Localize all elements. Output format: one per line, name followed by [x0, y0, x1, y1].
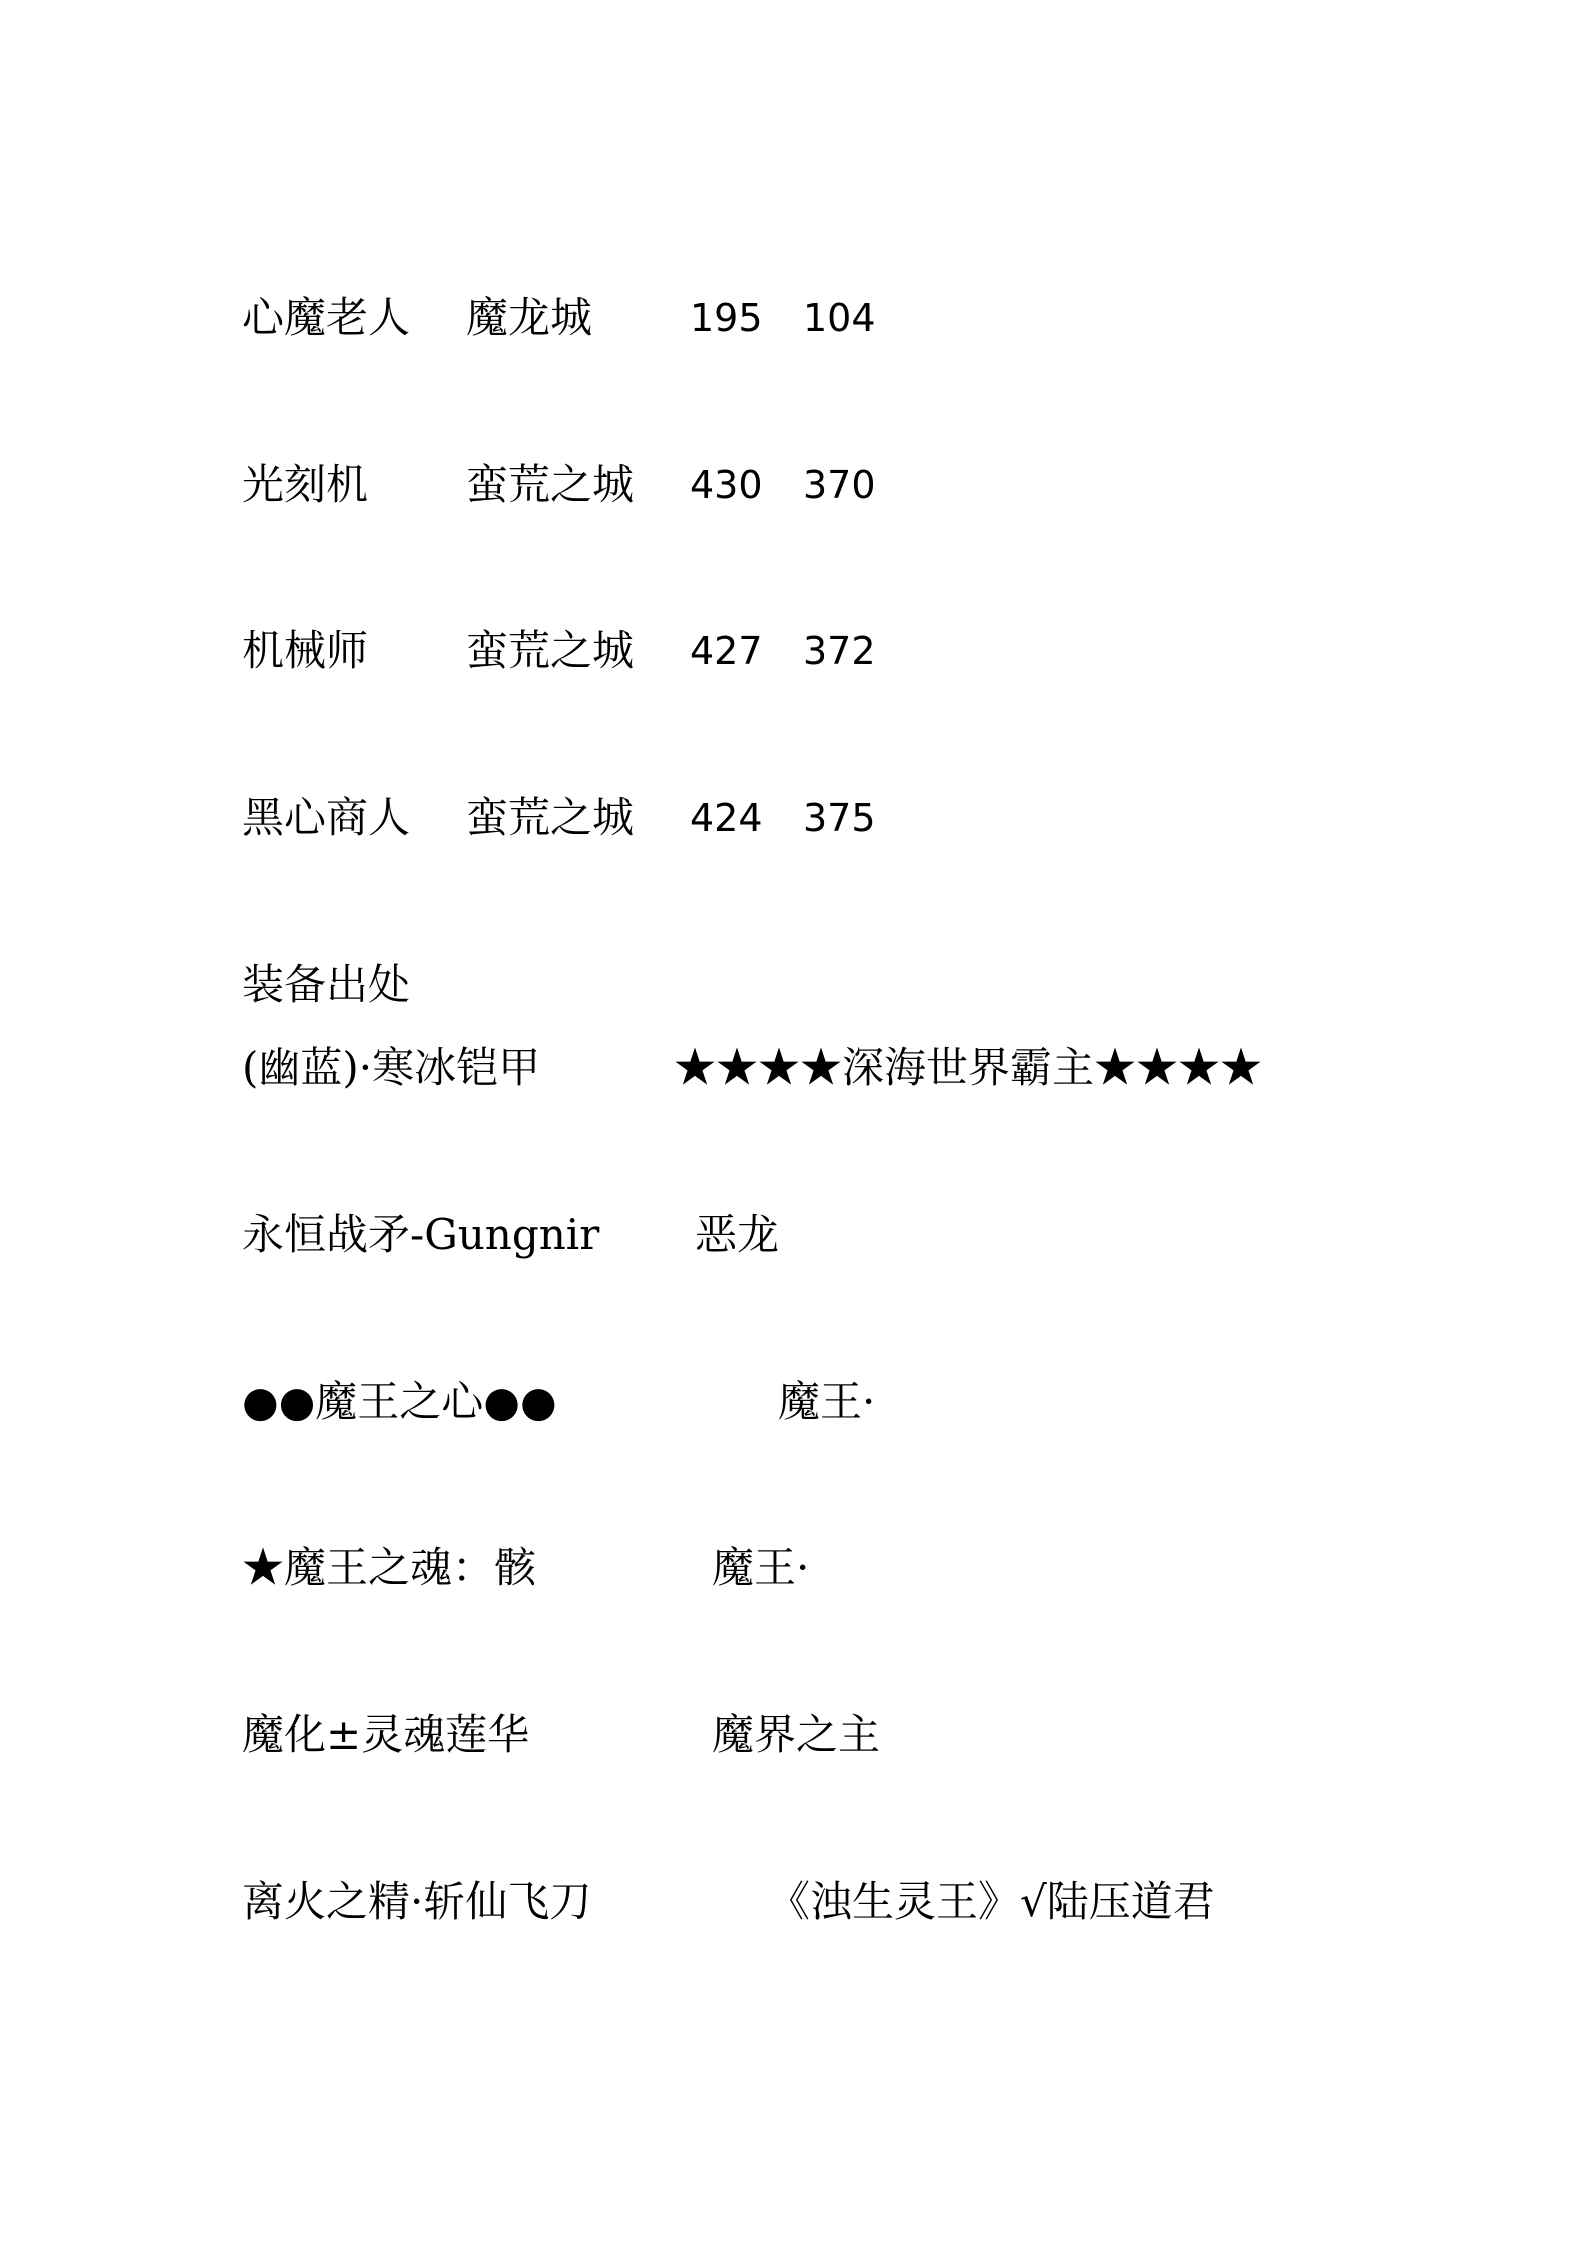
npc-location: 蛮荒之城	[466, 460, 635, 509]
equipment-source: ★★★★深海世界霸主★★★★	[674, 1043, 1263, 1092]
npc-coord-y: 370	[803, 463, 876, 507]
npc-name: 黑心商人	[242, 793, 411, 842]
equipment-source: 魔王·	[778, 1377, 876, 1426]
npc-coord-y: 375	[803, 796, 876, 840]
npc-coord-x: 427	[690, 629, 763, 673]
equipment-source: 《浊生灵王》√陆压道君	[768, 1877, 1215, 1926]
npc-row	[0, 621, 1587, 681]
npc-name: 心魔老人	[242, 293, 411, 342]
npc-name: 机械师	[242, 626, 369, 675]
npc-coord-x: 195	[690, 296, 763, 340]
npc-location: 蛮荒之城	[466, 793, 635, 842]
equipment-item: ●●魔王之心●●	[242, 1377, 557, 1426]
equipment-heading: 装备出处	[242, 960, 411, 1009]
equipment-item: ★魔王之魂：骸	[242, 1543, 537, 1592]
section-heading	[0, 955, 1587, 1015]
npc-row	[0, 455, 1587, 515]
npc-row	[0, 288, 1587, 348]
equipment-row	[0, 1372, 1587, 1432]
equipment-item: 离火之精·斩仙飞刀	[242, 1877, 592, 1926]
equipment-row	[0, 1205, 1587, 1265]
equipment-row	[0, 1538, 1587, 1598]
npc-row	[0, 788, 1587, 848]
equipment-item: 魔化±灵魂莲华	[242, 1710, 530, 1759]
equipment-item: 永恒战矛-Gungnir	[242, 1210, 600, 1259]
equipment-source: 魔王·	[712, 1543, 810, 1592]
npc-coord-y: 104	[803, 296, 876, 340]
npc-name: 光刻机	[242, 460, 369, 509]
npc-coord-x: 430	[690, 463, 763, 507]
equipment-row	[0, 1705, 1587, 1765]
npc-coord-y: 372	[803, 629, 876, 673]
equipment-source: 恶龙	[695, 1210, 780, 1259]
equipment-source: 魔界之主	[712, 1710, 881, 1759]
npc-coord-x: 424	[690, 796, 763, 840]
equipment-item: (幽蓝)·寒冰铠甲	[242, 1043, 541, 1092]
equipment-row	[0, 1038, 1587, 1098]
npc-location: 蛮荒之城	[466, 626, 635, 675]
equipment-row	[0, 1872, 1587, 1932]
npc-location: 魔龙城	[466, 293, 593, 342]
